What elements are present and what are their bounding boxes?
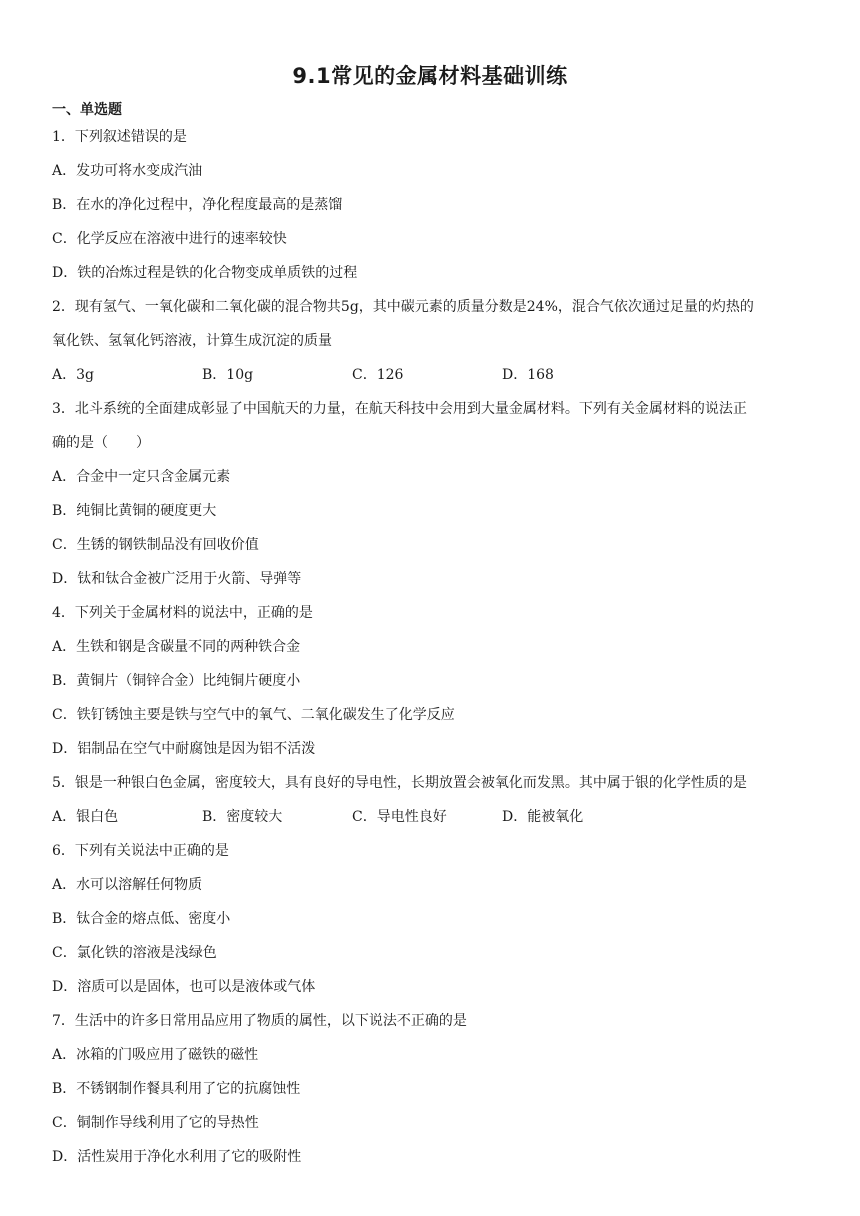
question-1-option-a: A．发功可将水变成汽油 <box>52 163 203 179</box>
question-7-option-d: D．活性炭用于净化水利用了它的吸附性 <box>52 1149 302 1165</box>
question-5-option-d: D．能被氧化 <box>502 809 584 825</box>
question-3-option-d: D．钛和钛合金被广泛用于火箭、导弹等 <box>52 571 302 587</box>
question-2-stem-line-2: 氧化铁、氢氧化钙溶液，计算生成沉淀的质量 <box>52 333 332 349</box>
question-3-stem-line-2: 确的是（ ） <box>52 435 150 451</box>
question-2-options <box>52 364 812 398</box>
question-4-option-a: A．生铁和钢是含碳量不同的两种铁合金 <box>52 639 301 655</box>
question-2-option-d: D．168 <box>502 367 554 383</box>
question-5-option-b: B．密度较大 <box>202 809 283 825</box>
question-6-stem: 6．下列有关说法中正确的是 <box>52 843 229 859</box>
question-6-option-a: A．水可以溶解任何物质 <box>52 877 203 893</box>
question-6-option-b: B．钛合金的熔点低、密度小 <box>52 911 231 927</box>
question-2-option-a: A．3g <box>52 367 94 383</box>
question-7-option-b: B．不锈钢制作餐具利用了它的抗腐蚀性 <box>52 1081 301 1097</box>
question-5-stem: 5．银是一种银白色金属，密度较大，具有良好的导电性，长期放置会被氧化而发黑。其中属于银的化学性质的是 <box>52 775 747 791</box>
question-7-stem: 7．生活中的许多日常用品应用了物质的属性，以下说法不正确的是 <box>52 1013 467 1029</box>
question-5-options <box>52 806 812 840</box>
question-5-option-a: A．银白色 <box>52 809 119 825</box>
question-3-option-c: C．生锈的钢铁制品没有回收价值 <box>52 537 259 553</box>
section-heading: 一、单选题 <box>52 102 122 118</box>
page-title: 9.1常见的金属材料基础训练 <box>292 64 568 88</box>
question-3-option-b: B．纯铜比黄铜的硬度更大 <box>52 503 217 519</box>
question-6-option-c: C．氯化铁的溶液是浅绿色 <box>52 945 217 961</box>
question-2-stem-line-1: 2．现有氢气、一氧化碳和二氧化碳的混合物共5g，其中碳元素的质量分数是24%，混合气依次通过足量的灼热的 <box>52 299 754 315</box>
question-7-option-a: A．冰箱的门吸应用了磁铁的磁性 <box>52 1047 259 1063</box>
question-6-option-d: D．溶质可以是固体，也可以是液体或气体 <box>52 979 316 995</box>
question-1-option-b: B．在水的净化过程中，净化程度最高的是蒸馏 <box>52 197 343 213</box>
question-7-option-c: C．铜制作导线利用了它的导热性 <box>52 1115 259 1131</box>
question-2-option-c: C．126 <box>352 367 404 383</box>
question-4-option-b: B．黄铜片（铜锌合金）比纯铜片硬度小 <box>52 673 301 689</box>
question-3-option-a: A．合金中一定只含金属元素 <box>52 469 231 485</box>
question-1-stem: 1．下列叙述错误的是 <box>52 129 187 145</box>
question-4-option-c: C．铁钉锈蚀主要是铁与空气中的氧气、二氧化碳发生了化学反应 <box>52 707 455 723</box>
question-5-option-c: C．导电性良好 <box>352 809 447 825</box>
question-1-option-c: C．化学反应在溶液中进行的速率较快 <box>52 231 287 247</box>
question-4-option-d: D．铝制品在空气中耐腐蚀是因为铝不活泼 <box>52 741 316 757</box>
question-1-option-d: D．铁的冶炼过程是铁的化合物变成单质铁的过程 <box>52 265 358 281</box>
question-3-stem-line-1: 3．北斗系统的全面建成彰显了中国航天的力量，在航天科技中会用到大量金属材料。下列有关金属材料的说法正 <box>52 401 747 417</box>
question-2-option-b: B．10g <box>202 367 254 383</box>
question-4-stem: 4．下列关于金属材料的说法中，正确的是 <box>52 605 313 621</box>
question-list <box>52 126 812 1180</box>
